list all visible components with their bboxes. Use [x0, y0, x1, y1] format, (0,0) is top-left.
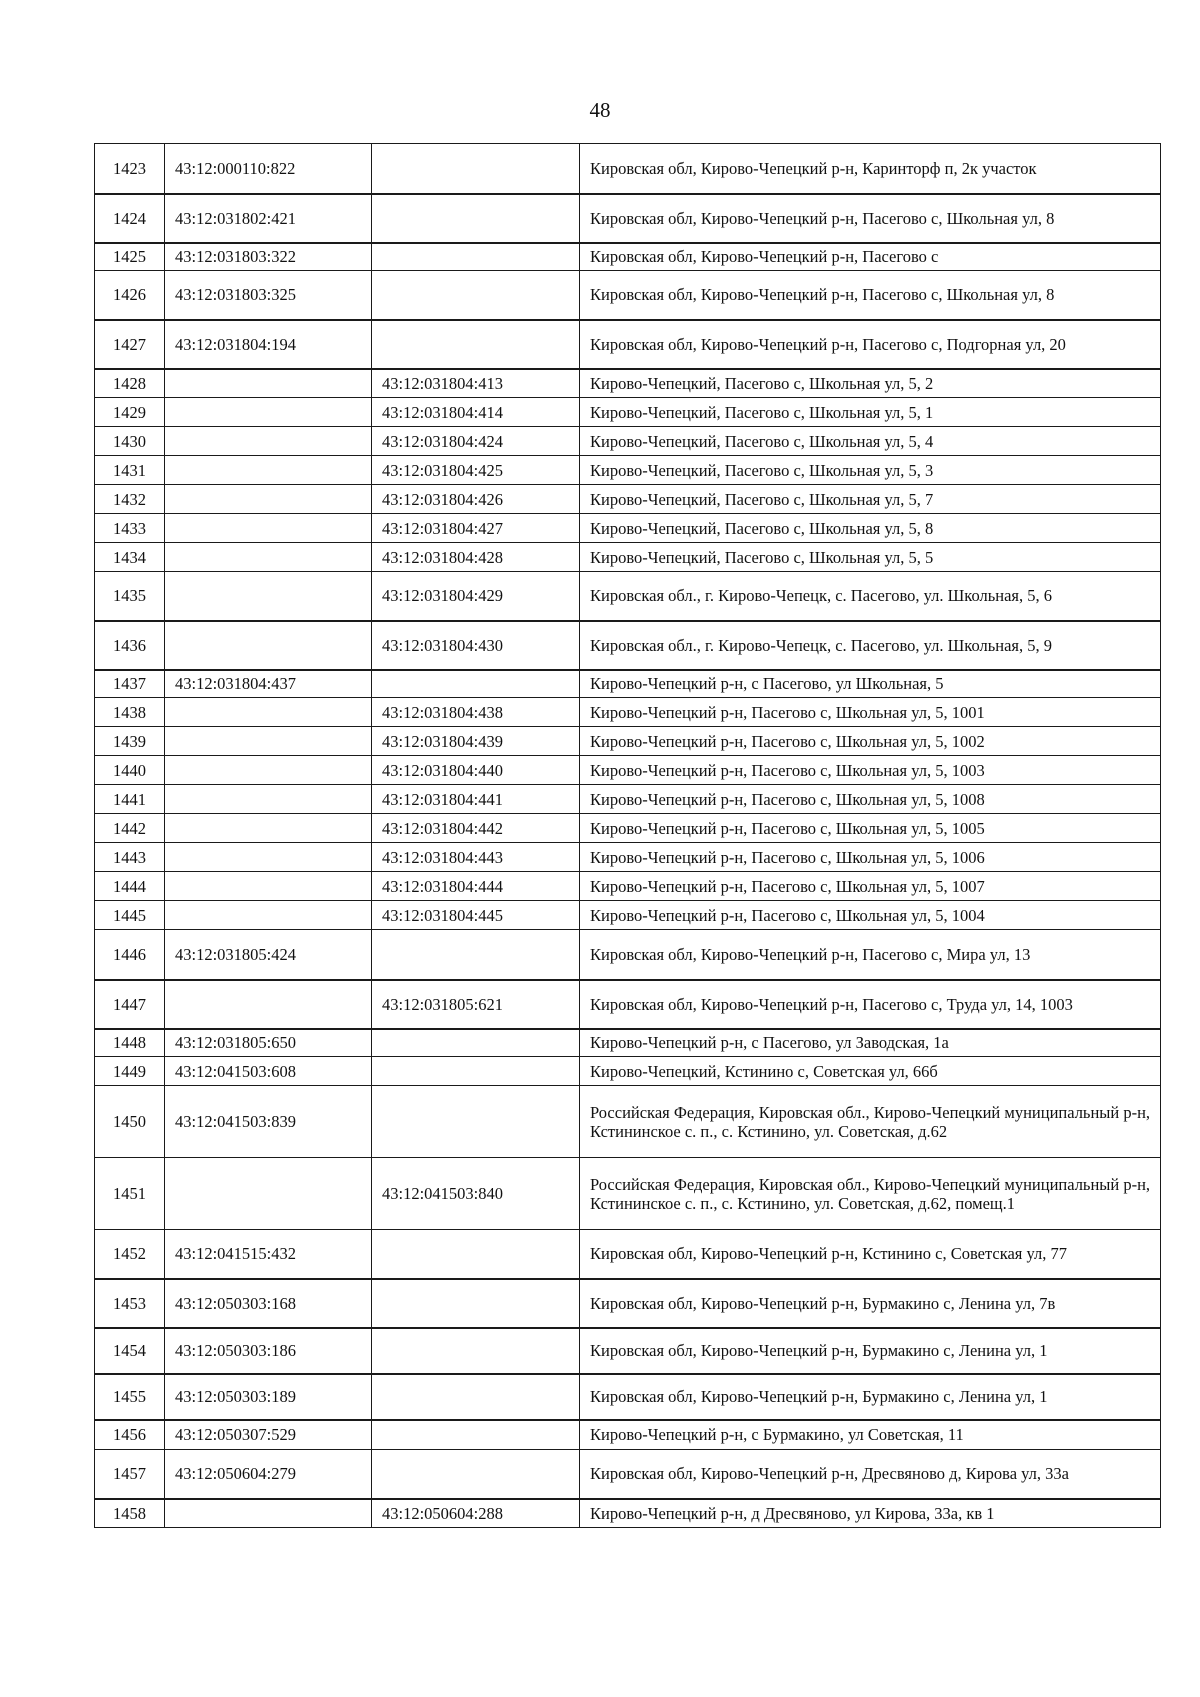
premises-cadastral-number-cell: 43:12:031804:427: [372, 514, 580, 543]
land-cadastral-number-cell: 43:12:031804:194: [165, 320, 372, 369]
table-row: [95, 398, 1161, 427]
row-number-cell: 1447: [95, 980, 165, 1029]
land-cadastral-number-cell: 43:12:031804:437: [165, 670, 372, 698]
row-number-cell: 1441: [95, 785, 165, 814]
table-row: [95, 980, 1161, 1029]
land-cadastral-number-cell: [165, 514, 372, 543]
land-cadastral-number-cell: 43:12:000110:822: [165, 144, 372, 194]
address-cell: Кировская обл, Кирово-Чепецкий р-н, Пасегово с, Школьная ул, 8: [580, 194, 1161, 243]
table-row: [95, 1420, 1161, 1450]
row-number-cell: 1430: [95, 427, 165, 456]
premises-cadastral-number-cell: 43:12:031804:428: [372, 543, 580, 572]
address-cell: Кирово-Чепецкий, Пасегово с, Школьная ул, 5, 4: [580, 427, 1161, 456]
table-row: [95, 727, 1161, 756]
land-cadastral-number-cell: [165, 427, 372, 456]
address-cell: Кирово-Чепецкий р-н, Пасегово с, Школьная ул, 5, 1005: [580, 814, 1161, 843]
land-cadastral-number-cell: 43:12:031803:325: [165, 271, 372, 320]
land-cadastral-number-cell: [165, 543, 372, 572]
table-row: [95, 194, 1161, 243]
premises-cadastral-number-cell: 43:12:031804:426: [372, 485, 580, 514]
land-cadastral-number-cell: 43:12:041503:839: [165, 1086, 372, 1158]
land-cadastral-number-cell: [165, 785, 372, 814]
premises-cadastral-number-cell: 43:12:031804:445: [372, 901, 580, 930]
row-number-cell: 1435: [95, 572, 165, 621]
address-cell: Кирово-Чепецкий, Кстинино с, Советская ул, 66б: [580, 1057, 1161, 1086]
premises-cadastral-number-cell: [372, 1057, 580, 1086]
address-cell: Кировская обл, Кирово-Чепецкий р-н, Пасегово с, Мира ул, 13: [580, 930, 1161, 980]
land-cadastral-number-cell: [165, 572, 372, 621]
row-number-cell: 1436: [95, 621, 165, 670]
address-cell: Кирово-Чепецкий р-н, Пасегово с, Школьная ул, 5, 1007: [580, 872, 1161, 901]
premises-cadastral-number-cell: [372, 1420, 580, 1450]
premises-cadastral-number-cell: 43:12:031804:441: [372, 785, 580, 814]
premises-cadastral-number-cell: [372, 194, 580, 243]
table-row: [95, 670, 1161, 698]
land-cadastral-number-cell: [165, 872, 372, 901]
table-row: [95, 843, 1161, 872]
table-row: [95, 814, 1161, 843]
row-number-cell: 1429: [95, 398, 165, 427]
table-row: [95, 456, 1161, 485]
row-number-cell: 1434: [95, 543, 165, 572]
table-row: [95, 485, 1161, 514]
premises-cadastral-number-cell: 43:12:031804:429: [372, 572, 580, 621]
premises-cadastral-number-cell: [372, 1279, 580, 1328]
premises-cadastral-number-cell: [372, 144, 580, 194]
address-cell: Кировская обл, Кирово-Чепецкий р-н, Пасегово с, Труда ул, 14, 1003: [580, 980, 1161, 1029]
row-number-cell: 1455: [95, 1374, 165, 1420]
address-cell: Кирово-Чепецкий, Пасегово с, Школьная ул, 5, 8: [580, 514, 1161, 543]
table-row: [95, 1450, 1161, 1499]
address-cell: Кировская обл, Кирово-Чепецкий р-н, Пасегово с: [580, 243, 1161, 271]
table-row: [95, 572, 1161, 621]
address-cell: Кирово-Чепецкий р-н, Пасегово с, Школьная ул, 5, 1008: [580, 785, 1161, 814]
address-cell: Кировская обл, Кирово-Чепецкий р-н, Дресвяново д, Кирова ул, 33а: [580, 1450, 1161, 1499]
address-cell: Кировская обл., г. Кирово-Чепецк, с. Пасегово, ул. Школьная, 5, 9: [580, 621, 1161, 670]
address-cell: Кирово-Чепецкий р-н, с Пасегово, ул Заводская, 1а: [580, 1029, 1161, 1057]
land-cadastral-number-cell: [165, 698, 372, 727]
premises-cadastral-number-cell: [372, 1230, 580, 1279]
table-row: [95, 785, 1161, 814]
row-number-cell: 1424: [95, 194, 165, 243]
address-cell: Российская Федерация, Кировская обл., Кирово-Чепецкий муниципальный р-н, Кстининское с. п., с. Кстинино, ул. Советская, д.62: [580, 1086, 1161, 1158]
row-number-cell: 1443: [95, 843, 165, 872]
premises-cadastral-number-cell: [372, 1029, 580, 1057]
address-cell: Кирово-Чепецкий р-н, Пасегово с, Школьная ул, 5, 1004: [580, 901, 1161, 930]
address-cell: Кирово-Чепецкий, Пасегово с, Школьная ул, 5, 2: [580, 369, 1161, 398]
row-number-cell: 1427: [95, 320, 165, 369]
page-number: 48: [589, 98, 611, 122]
row-number-cell: 1454: [95, 1328, 165, 1374]
land-cadastral-number-cell: 43:12:031803:322: [165, 243, 372, 271]
premises-cadastral-number-cell: [372, 930, 580, 980]
address-cell: Кирово-Чепецкий, Пасегово с, Школьная ул, 5, 3: [580, 456, 1161, 485]
premises-cadastral-number-cell: 43:12:031805:621: [372, 980, 580, 1029]
land-cadastral-number-cell: 43:12:041503:608: [165, 1057, 372, 1086]
row-number-cell: 1425: [95, 243, 165, 271]
row-number-cell: 1438: [95, 698, 165, 727]
table-row: [95, 1499, 1161, 1528]
table-row: [95, 1230, 1161, 1279]
table-row: [95, 243, 1161, 271]
land-cadastral-number-cell: [165, 727, 372, 756]
address-cell: Кирово-Чепецкий р-н, Пасегово с, Школьная ул, 5, 1001: [580, 698, 1161, 727]
row-number-cell: 1442: [95, 814, 165, 843]
table-row: [95, 369, 1161, 398]
premises-cadastral-number-cell: 43:12:050604:288: [372, 1499, 580, 1528]
table-row: [95, 1057, 1161, 1086]
premises-cadastral-number-cell: 43:12:031804:440: [372, 756, 580, 785]
premises-cadastral-number-cell: [372, 1450, 580, 1499]
land-cadastral-number-cell: [165, 621, 372, 670]
row-number-cell: 1452: [95, 1230, 165, 1279]
table-row: [95, 1374, 1161, 1420]
row-number-cell: 1451: [95, 1158, 165, 1230]
table-row: [95, 271, 1161, 320]
land-cadastral-number-cell: 43:12:050303:186: [165, 1328, 372, 1374]
land-cadastral-number-cell: [165, 485, 372, 514]
premises-cadastral-number-cell: 43:12:031804:425: [372, 456, 580, 485]
land-cadastral-number-cell: 43:12:050307:529: [165, 1420, 372, 1450]
row-number-cell: 1440: [95, 756, 165, 785]
table-row: [95, 427, 1161, 456]
premises-cadastral-number-cell: [372, 1374, 580, 1420]
row-number-cell: 1439: [95, 727, 165, 756]
address-cell: Кирово-Чепецкий р-н, с Бурмакино, ул Советская, 11: [580, 1420, 1161, 1450]
table-row: [95, 144, 1161, 194]
address-cell: Кирово-Чепецкий р-н, Пасегово с, Школьная ул, 5, 1002: [580, 727, 1161, 756]
row-number-cell: 1426: [95, 271, 165, 320]
premises-cadastral-number-cell: [372, 670, 580, 698]
address-cell: Кировская обл, Кирово-Чепецкий р-н, Пасегово с, Подгорная ул, 20: [580, 320, 1161, 369]
address-cell: Кировская обл, Кирово-Чепецкий р-н, Бурмакино с, Ленина ул, 7в: [580, 1279, 1161, 1328]
land-cadastral-number-cell: [165, 1158, 372, 1230]
row-number-cell: 1423: [95, 144, 165, 194]
address-cell: Кирово-Чепецкий, Пасегово с, Школьная ул, 5, 1: [580, 398, 1161, 427]
premises-cadastral-number-cell: 43:12:031804:444: [372, 872, 580, 901]
table-row: [95, 1158, 1161, 1230]
table-row: [95, 901, 1161, 930]
row-number-cell: 1456: [95, 1420, 165, 1450]
table-row: [95, 756, 1161, 785]
row-number-cell: 1449: [95, 1057, 165, 1086]
land-cadastral-number-cell: 43:12:031802:421: [165, 194, 372, 243]
row-number-cell: 1458: [95, 1499, 165, 1528]
address-cell: Кирово-Чепецкий р-н, д Дресвяново, ул Кирова, 33а, кв 1: [580, 1499, 1161, 1528]
table-row: [95, 1328, 1161, 1374]
address-cell: Кировская обл, Кирово-Чепецкий р-н, Пасегово с, Школьная ул, 8: [580, 271, 1161, 320]
premises-cadastral-number-cell: 43:12:041503:840: [372, 1158, 580, 1230]
land-cadastral-number-cell: [165, 369, 372, 398]
table-row: [95, 872, 1161, 901]
address-cell: Кировская обл., г. Кирово-Чепецк, с. Пасегово, ул. Школьная, 5, 6: [580, 572, 1161, 621]
premises-cadastral-number-cell: [372, 271, 580, 320]
row-number-cell: 1444: [95, 872, 165, 901]
address-cell: Кирово-Чепецкий р-н, Пасегово с, Школьная ул, 5, 1003: [580, 756, 1161, 785]
address-cell: Кировская обл, Кирово-Чепецкий р-н, Каринторф п, 2к участок: [580, 144, 1161, 194]
land-cadastral-number-cell: 43:12:050303:168: [165, 1279, 372, 1328]
address-cell: Кирово-Чепецкий р-н, Пасегово с, Школьная ул, 5, 1006: [580, 843, 1161, 872]
address-cell: Российская Федерация, Кировская обл., Кирово-Чепецкий муниципальный р-н, Кстининское с. п., с. Кстинино, ул. Советская, д.62, помещ.1: [580, 1158, 1161, 1230]
land-cadastral-number-cell: [165, 456, 372, 485]
land-cadastral-number-cell: 43:12:050604:279: [165, 1450, 372, 1499]
row-number-cell: 1450: [95, 1086, 165, 1158]
table-row: [95, 621, 1161, 670]
table-row: [95, 1279, 1161, 1328]
premises-cadastral-number-cell: 43:12:031804:414: [372, 398, 580, 427]
land-cadastral-number-cell: [165, 843, 372, 872]
row-number-cell: 1457: [95, 1450, 165, 1499]
address-cell: Кирово-Чепецкий р-н, с Пасегово, ул Школьная, 5: [580, 670, 1161, 698]
address-cell: Кировская обл, Кирово-Чепецкий р-н, Бурмакино с, Ленина ул, 1: [580, 1374, 1161, 1420]
table-row: [95, 698, 1161, 727]
row-number-cell: 1431: [95, 456, 165, 485]
premises-cadastral-number-cell: [372, 320, 580, 369]
land-cadastral-number-cell: 43:12:031805:650: [165, 1029, 372, 1057]
table-row: [95, 930, 1161, 980]
land-cadastral-number-cell: [165, 901, 372, 930]
land-cadastral-number-cell: [165, 814, 372, 843]
row-number-cell: 1448: [95, 1029, 165, 1057]
row-number-cell: 1453: [95, 1279, 165, 1328]
land-cadastral-number-cell: [165, 980, 372, 1029]
premises-cadastral-number-cell: 43:12:031804:430: [372, 621, 580, 670]
row-number-cell: 1446: [95, 930, 165, 980]
land-cadastral-number-cell: [165, 398, 372, 427]
premises-cadastral-number-cell: 43:12:031804:438: [372, 698, 580, 727]
premises-cadastral-number-cell: 43:12:031804:442: [372, 814, 580, 843]
registry-table: [94, 143, 1161, 1528]
premises-cadastral-number-cell: [372, 1328, 580, 1374]
premises-cadastral-number-cell: [372, 243, 580, 271]
table-row: [95, 514, 1161, 543]
land-cadastral-number-cell: 43:12:050303:189: [165, 1374, 372, 1420]
table-row: [95, 1029, 1161, 1057]
land-cadastral-number-cell: [165, 1499, 372, 1528]
land-cadastral-number-cell: 43:12:031805:424: [165, 930, 372, 980]
table-row: [95, 543, 1161, 572]
table-row: [95, 1086, 1161, 1158]
premises-cadastral-number-cell: 43:12:031804:443: [372, 843, 580, 872]
premises-cadastral-number-cell: 43:12:031804:439: [372, 727, 580, 756]
address-cell: Кирово-Чепецкий, Пасегово с, Школьная ул, 5, 5: [580, 543, 1161, 572]
address-cell: Кировская обл, Кирово-Чепецкий р-н, Кстинино с, Советская ул, 77: [580, 1230, 1161, 1279]
premises-cadastral-number-cell: [372, 1086, 580, 1158]
row-number-cell: 1445: [95, 901, 165, 930]
row-number-cell: 1433: [95, 514, 165, 543]
premises-cadastral-number-cell: 43:12:031804:424: [372, 427, 580, 456]
land-cadastral-number-cell: [165, 756, 372, 785]
address-cell: Кировская обл, Кирово-Чепецкий р-н, Бурмакино с, Ленина ул, 1: [580, 1328, 1161, 1374]
table-row: [95, 320, 1161, 369]
land-cadastral-number-cell: 43:12:041515:432: [165, 1230, 372, 1279]
premises-cadastral-number-cell: 43:12:031804:413: [372, 369, 580, 398]
address-cell: Кирово-Чепецкий, Пасегово с, Школьная ул, 5, 7: [580, 485, 1161, 514]
row-number-cell: 1428: [95, 369, 165, 398]
row-number-cell: 1437: [95, 670, 165, 698]
row-number-cell: 1432: [95, 485, 165, 514]
